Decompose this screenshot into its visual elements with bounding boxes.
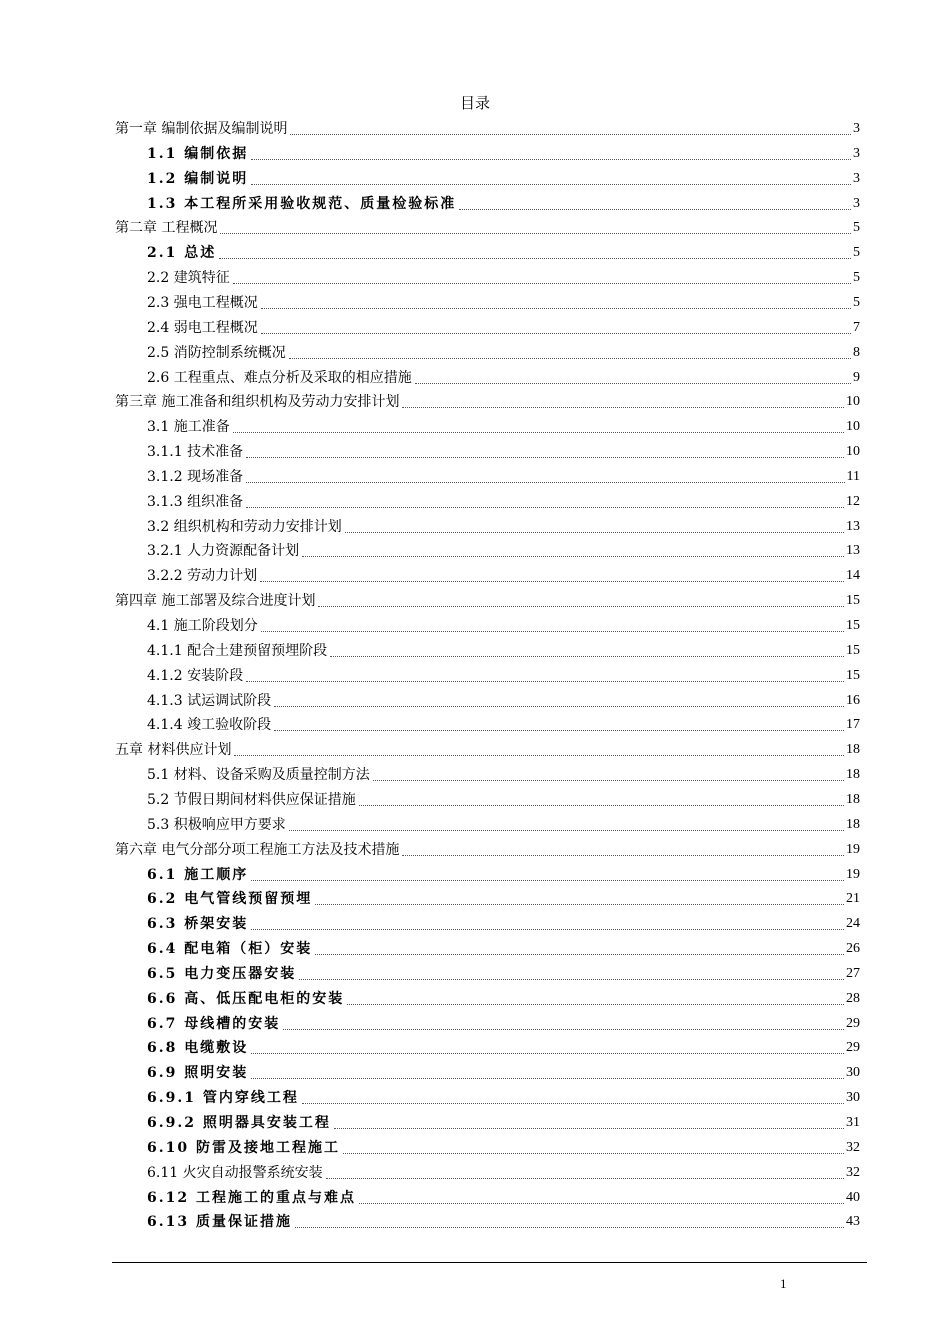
toc-section-entry[interactable] [147,788,860,812]
toc-entry-page: 24 [846,916,860,932]
toc-entry-label: 3.2.1 人力资源配备计划 [147,543,300,560]
toc-entry-page: 18 [846,816,860,832]
toc-leader-dots [283,1029,844,1030]
toc-leader-dots [246,681,844,682]
toc-entry-label: 2.1 总述 [147,245,217,262]
toc-section-entry[interactable] [147,192,860,216]
toc-entry-page: 32 [846,1139,860,1155]
toc-leader-dots [289,830,844,831]
toc-leader-dots [251,880,844,881]
toc-entry-page: 3 [853,170,860,186]
toc-leader-dots [402,855,844,856]
toc-leader-dots [302,556,844,557]
toc-leader-dots [251,184,851,185]
toc-entry-page: 9 [853,369,860,385]
toc-entry-page: 18 [846,791,860,807]
toc-section-entry[interactable] [147,664,860,688]
toc-leader-dots [246,507,844,508]
toc-entry-page: 27 [846,965,860,981]
toc-entry-label: 5.3 积极响应甲方要求 [147,816,286,833]
toc-entry-label: 5.2 节假日期间材料供应保证措施 [147,791,356,808]
toc-section-entry[interactable] [147,564,860,588]
toc-section-entry[interactable] [147,1012,860,1036]
toc-entry-page: 5 [853,294,860,310]
toc-leader-dots [246,482,844,483]
toc-entry-label: 6.3 桥架安装 [147,916,249,933]
toc-entry-label: 6.11 火灾自动报警系统安装 [147,1164,323,1181]
toc-entry-label: 6.7 母线槽的安装 [147,1015,281,1032]
toc-section-entry[interactable] [147,1111,860,1135]
toc-entry-page: 29 [846,1040,860,1056]
toc-entry-label: 6.10 防雷及接地工程施工 [147,1139,340,1156]
toc-chapter-entry[interactable] [115,216,860,240]
toc-leader-dots [315,904,844,905]
toc-leader-dots [359,1203,844,1204]
toc-entry-label: 6.13 质量保证措施 [147,1214,292,1231]
toc-section-entry[interactable] [147,316,860,340]
toc-title: 目录 [459,94,490,112]
toc-entry-page: 28 [846,990,860,1006]
toc-entry-page: 10 [846,394,860,410]
toc-entry-label: 2.6 工程重点、难点分析及采取的相应措施 [147,369,412,386]
toc-leader-dots [220,233,851,234]
toc-leader-dots [330,656,844,657]
toc-entry-label: 4.1.2 安装阶段 [147,667,244,684]
toc-entry-label: 6.9.2 照明器具安装工程 [147,1115,331,1131]
toc-entry-page: 10 [846,419,860,435]
toc-section-entry[interactable] [147,912,860,936]
toc-section-entry[interactable] [147,291,860,315]
toc-entry-label: 3.2.2 劳动力计划 [147,568,258,585]
toc-section-entry[interactable] [147,515,860,539]
toc-entry-label: 6.5 电力变压器安装 [147,965,297,982]
toc-entry-page: 15 [846,642,860,658]
toc-section-entry[interactable] [147,266,860,290]
toc-entry-page: 21 [846,891,860,907]
toc-entry-label: 2.4 弱电工程概况 [147,319,258,336]
toc-entry-page: 15 [846,618,860,633]
toc-entry-page: 43 [846,1214,860,1230]
toc-entry-page: 16 [846,692,860,708]
toc-entry-page: 8 [853,344,860,360]
toc-entry-label: 6.12 工程施工的重点与难点 [147,1189,356,1206]
toc-entry-page: 11 [846,468,860,484]
toc-entry-label: 2.5 消防控制系统概况 [147,344,286,361]
toc-entry-label: 6.1 施工顺序 [147,866,249,883]
toc-section-entry[interactable] [147,1061,860,1085]
toc-entry-page: 13 [846,518,860,534]
toc-leader-dots [260,581,844,582]
toc-entry-page: 29 [846,1015,860,1031]
toc-section-entry[interactable] [147,937,860,961]
toc-entry-label: 5.1 材料、设备采购及质量控制方法 [147,767,370,784]
toc-entry-label: 6.9 照明安装 [147,1065,249,1082]
toc-entry-label: 4.1.1 配合土建预留预埋阶段 [147,642,328,659]
toc-entry-page: 30 [846,1090,860,1106]
toc-section-entry[interactable] [147,465,860,489]
toc-leader-dots [290,134,851,135]
toc-entry-page: 10 [846,444,860,460]
toc-section-entry[interactable] [147,1186,860,1210]
toc-entry-page: 3 [853,121,860,136]
toc-leader-dots [234,755,844,756]
toc-section-entry[interactable] [147,241,860,265]
toc-section-entry[interactable] [147,142,860,166]
toc-entry-page: 19 [846,841,860,857]
toc-entry-page: 19 [846,866,860,882]
toc-entry-label: 4.1.3 试运调试阶段 [147,692,272,709]
toc-entry-page: 15 [846,593,860,609]
toc-entry-label: 1.1 编制依据 [147,145,249,162]
toc-section-entry[interactable] [147,1086,860,1110]
toc-leader-dots [261,308,851,309]
toc-entry-label: 2.2 建筑特征 [147,270,230,287]
toc-leader-dots [246,457,844,458]
toc-entry-label: 3.2 组织机构和劳动力安排计划 [147,518,342,535]
toc-entry-page: 12 [846,493,860,509]
toc-chapter-entry[interactable] [115,589,860,613]
toc-leader-dots [289,358,851,359]
toc-entry-page: 3 [853,195,860,211]
toc-section-entry[interactable] [147,1161,860,1185]
toc-entry-label: 第四章 施工部署及综合进度计划 [115,593,316,610]
toc-entry-page: 15 [846,667,860,683]
toc-chapter-entry[interactable] [115,738,860,762]
toc-section-entry[interactable] [147,962,860,986]
toc-leader-dots [251,1053,844,1054]
toc-leader-dots [343,1153,844,1154]
toc-leader-dots [459,209,851,210]
toc-leader-dots [415,383,851,384]
toc-entry-page: 5 [853,270,860,286]
toc-entry-page: 7 [853,319,860,335]
toc-section-entry[interactable] [147,539,860,563]
toc-entry-label: 五章 材料供应计划 [115,742,232,759]
toc-leader-dots [261,631,844,632]
toc-section-entry[interactable] [147,614,860,638]
toc-entry-label: 第六章 电气分部分项工程施工方法及技术措施 [115,841,400,858]
toc-leader-dots [345,532,844,533]
toc-entry-label: 3.1.3 组织准备 [147,493,244,510]
toc-entry-label: 4.1.4 竣工验收阶段 [147,717,272,734]
toc-chapter-entry[interactable] [115,117,860,141]
toc-entry-page: 17 [846,717,860,733]
toc-leader-dots [251,929,844,930]
toc-section-entry[interactable] [147,415,860,439]
toc-leader-dots [326,1178,844,1179]
toc-leader-dots [299,979,844,980]
toc-leader-dots [233,283,851,284]
toc-section-entry[interactable] [147,167,860,191]
toc-leader-dots [402,407,844,408]
toc-chapter-entry[interactable] [115,390,860,414]
toc-entry-label: 6.9.1 管内穿线工程 [147,1090,299,1107]
toc-section-entry[interactable] [147,366,860,390]
toc-entry-label: 3.1 施工准备 [147,419,230,436]
toc-entry-page: 3 [853,145,860,161]
toc-leader-dots [318,606,844,607]
toc-section-entry[interactable] [147,863,860,887]
toc-section-entry[interactable] [147,1136,860,1160]
toc-entry-label: 6.2 电气管线预留预埋 [147,891,313,908]
toc-leader-dots [302,1103,844,1104]
toc-leader-dots [315,954,844,955]
toc-entry-label: 第三章 施工准备和组织机构及劳动力安排计划 [115,394,400,411]
toc-section-entry[interactable] [147,341,860,365]
toc-chapter-entry[interactable] [115,838,860,862]
toc-leader-dots [359,805,844,806]
toc-section-entry[interactable] [147,490,860,514]
toc-section-entry[interactable] [147,987,860,1011]
toc-entry-page: 32 [846,1164,860,1180]
toc-section-entry[interactable] [147,713,860,737]
toc-entry-label: 3.1.1 技术准备 [147,444,244,461]
toc-leader-dots [261,333,851,334]
toc-section-entry[interactable] [147,887,860,911]
toc-entry-label: 第一章 编制依据及编制说明 [115,121,288,137]
toc-entry-label: 第二章 工程概况 [115,220,218,237]
toc-leader-dots [251,159,851,160]
toc-entry-label: 1.2 编制说明 [147,170,249,187]
toc-leader-dots [373,780,844,781]
toc-section-entry[interactable] [147,763,860,787]
toc-entry-page: 18 [846,767,860,783]
toc-leader-dots [274,730,844,731]
toc-leader-dots [347,1004,844,1005]
toc-entry-label: 2.3 强电工程概况 [147,294,258,311]
toc-leader-dots [295,1227,844,1228]
toc-entry-label: 6.8 电缆敷设 [147,1040,249,1057]
toc-section-entry[interactable] [147,689,860,713]
toc-entry-page: 31 [846,1115,860,1130]
toc-entry-page: 18 [846,742,860,758]
toc-entry-page: 30 [846,1065,860,1081]
footer-divider [112,1262,867,1263]
toc-section-entry[interactable] [147,1036,860,1060]
toc-leader-dots [233,432,844,433]
toc-entry-page: 13 [846,543,860,559]
toc-leader-dots [274,706,844,707]
toc-entry-label: 4.1 施工阶段划分 [147,618,258,634]
toc-entry-label: 1.3 本工程所采用验收规范、质量检验标准 [147,195,457,212]
page-number: 1 [780,1276,787,1291]
toc-entry-page: 5 [853,220,860,236]
toc-entry-page: 26 [846,941,860,957]
toc-leader-dots [219,258,851,259]
toc-section-entry[interactable] [147,639,860,663]
toc-leader-dots [334,1128,844,1129]
toc-entry-label: 6.6 高、低压配电柜的安装 [147,990,345,1007]
toc-leader-dots [251,1078,844,1079]
toc-entry-label: 6.4 配电箱（柜）安装 [147,941,313,958]
toc-section-entry[interactable] [147,1210,860,1234]
toc-section-entry[interactable] [147,440,860,464]
toc-entry-page: 40 [846,1189,860,1205]
toc-section-entry[interactable] [147,813,860,837]
toc-entry-label: 3.1.2 现场准备 [147,468,244,485]
toc-entry-page: 14 [846,568,860,584]
toc-entry-page: 5 [853,245,860,261]
